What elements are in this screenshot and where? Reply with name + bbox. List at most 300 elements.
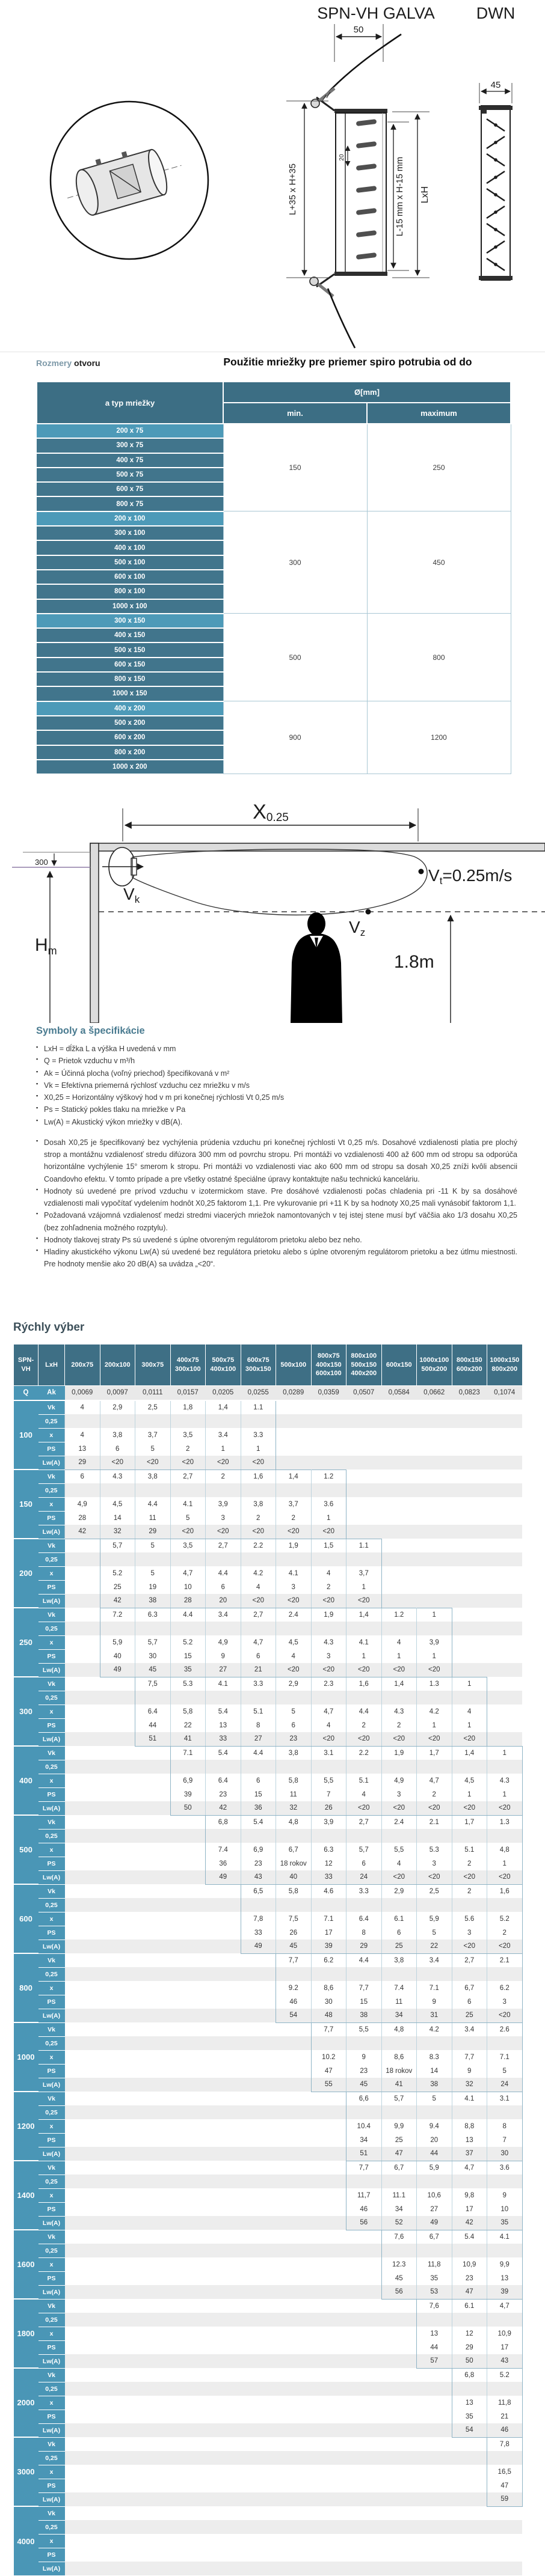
table-cell xyxy=(100,1870,135,1884)
table-cell xyxy=(452,2506,487,2520)
dim-20-label: 20 xyxy=(339,154,345,161)
table-cell: 25 xyxy=(100,1580,135,1594)
table-cell xyxy=(100,2368,135,2382)
table-cell: 3.3 xyxy=(241,1428,276,1442)
table-cell xyxy=(417,1967,452,1981)
table-cell xyxy=(381,2506,417,2520)
table-cell: 8,6 xyxy=(381,2050,417,2064)
table-cell: x xyxy=(38,2119,65,2133)
table-cell xyxy=(65,2354,100,2368)
opening-dimensions-title-light: Rozmery xyxy=(36,358,72,368)
table-cell: 39 xyxy=(487,2285,523,2299)
table-cell xyxy=(452,1829,487,1843)
header-cell: a typ mriežky xyxy=(37,382,223,424)
table-cell: 10,6 xyxy=(417,2188,452,2202)
table-cell xyxy=(381,1691,417,1705)
table-cell: 5.4 xyxy=(206,1746,241,1760)
table-cell xyxy=(65,1732,100,1746)
table-cell: 9.2 xyxy=(276,1981,312,1995)
table-cell xyxy=(100,1857,135,1870)
table-cell: <20 xyxy=(311,1525,346,1539)
table-cell xyxy=(452,2479,487,2492)
table-cell: 0,0097 xyxy=(100,1386,135,1400)
list-item: ▪ Hodnoty sú uvedené pre prívod vzduchu v izotermickom stave. Pre dosáhové vzdialenosti počas chladenia pri -11 K by sa dosáhové vzdialenosti mali vypočítať vydelením hodnôt X0,25 faktorom 1,1. Pre vykurovanie pri +11 K by sa hodnoty X0,25 mali vynásobiť faktorom 1,1. xyxy=(36,1185,517,1210)
table-cell: 1,6 xyxy=(241,1470,276,1483)
table-cell: 3,8 xyxy=(276,1746,312,1760)
table-cell xyxy=(452,1608,487,1622)
table-cell xyxy=(206,2175,241,2188)
table-cell xyxy=(276,2202,312,2216)
table-cell: 55 xyxy=(311,2078,346,2092)
table-cell xyxy=(170,2368,206,2382)
table-cell: 29 xyxy=(135,1525,171,1539)
table-cell: PS xyxy=(38,2340,65,2354)
table-cell: <20 xyxy=(346,1663,382,1677)
table-cell xyxy=(417,2382,452,2396)
table-cell: 2 xyxy=(417,1787,452,1801)
table-cell xyxy=(206,1981,241,1995)
table-cell xyxy=(452,1898,487,1912)
table-cell: 2.2 xyxy=(241,1539,276,1552)
table-cell xyxy=(170,2105,206,2119)
table-cell xyxy=(346,2327,382,2340)
table-cell xyxy=(170,2188,206,2202)
table-cell xyxy=(206,2534,241,2548)
table-cell: 2,5 xyxy=(135,1400,171,1415)
table-cell xyxy=(276,2548,312,2562)
table-cell xyxy=(65,1981,100,1995)
table-cell xyxy=(487,1539,523,1552)
table-cell: 45 xyxy=(346,2078,382,2092)
table-cell xyxy=(417,1622,452,1635)
table-cell xyxy=(487,1732,523,1746)
table-cell: 0,25 xyxy=(38,1967,65,1981)
table-cell: 6 xyxy=(65,1470,100,1483)
table-cell xyxy=(276,2340,312,2354)
opening-dimensions-title-bold: otvoru xyxy=(74,358,100,368)
table-cell xyxy=(65,2382,100,2396)
table-cell: 1 xyxy=(452,1718,487,1732)
table-cell xyxy=(452,1663,487,1677)
table-cell: 7.1 xyxy=(487,2050,523,2064)
table-cell: 5,7 xyxy=(346,1843,382,1857)
table-cell: 1 xyxy=(311,1511,346,1525)
table-cell xyxy=(381,2368,417,2382)
table-cell xyxy=(65,2299,100,2313)
table-cell xyxy=(206,2548,241,2562)
table-cell: 1,4 xyxy=(206,1400,241,1415)
table-cell xyxy=(170,1815,206,1829)
table-cell xyxy=(487,1442,523,1456)
table-cell: PS xyxy=(38,2410,65,2423)
table-cell xyxy=(65,2479,100,2492)
table-cell xyxy=(241,2244,276,2257)
table-cell: 47 xyxy=(487,2479,523,2492)
table-cell: x xyxy=(38,1566,65,1580)
table-cell xyxy=(206,2492,241,2506)
table-cell: 5,8 xyxy=(170,1705,206,1718)
table-cell: 4.2 xyxy=(241,1566,276,1580)
section-view-icon xyxy=(286,24,430,348)
table-cell xyxy=(100,2340,135,2354)
table-cell xyxy=(65,2562,100,2575)
table-cell xyxy=(241,2271,276,2285)
table-cell xyxy=(487,1511,523,1525)
table-cell: 1 xyxy=(452,1787,487,1801)
table-cell xyxy=(311,1552,346,1566)
table-cell: x xyxy=(38,1635,65,1649)
table-cell xyxy=(65,1857,100,1870)
table-cell: 800 xyxy=(367,614,511,701)
table-cell xyxy=(241,1967,276,1981)
table-cell: 32 xyxy=(100,1525,135,1539)
table-cell xyxy=(170,1995,206,2009)
table-cell xyxy=(100,2078,135,2092)
table-cell xyxy=(452,1580,487,1594)
table-cell xyxy=(206,2230,241,2244)
table-cell: 4.3 xyxy=(100,1470,135,1483)
table-cell: 4 xyxy=(65,1428,100,1442)
table-cell: 4.3 xyxy=(311,1635,346,1649)
table-cell: 22 xyxy=(417,1940,452,1953)
table-cell: PS xyxy=(38,1718,65,1732)
table-cell xyxy=(381,1552,417,1566)
table-cell xyxy=(311,1483,346,1497)
table-cell xyxy=(100,2064,135,2078)
table-cell: 3,8 xyxy=(100,1428,135,1442)
table-cell xyxy=(135,2479,171,2492)
table-cell xyxy=(206,2382,241,2396)
table-cell xyxy=(100,2520,135,2534)
table-cell xyxy=(452,2451,487,2465)
table-cell: 3,8 xyxy=(241,1497,276,1511)
table-cell xyxy=(452,2520,487,2534)
table-cell xyxy=(170,1953,206,1967)
table-cell: Lw(A) xyxy=(38,2078,65,2092)
table-cell xyxy=(65,1967,100,1981)
table-cell xyxy=(65,1663,100,1677)
table-cell: 28 xyxy=(65,1511,100,1525)
table-cell xyxy=(311,2092,346,2105)
table-cell: 5.4 xyxy=(206,1705,241,1718)
table-cell xyxy=(381,2396,417,2410)
table-cell xyxy=(487,2244,523,2257)
table-cell xyxy=(65,2188,100,2202)
table-cell: 23 xyxy=(206,1787,241,1801)
table-cell xyxy=(100,1815,135,1829)
table-cell: 600 x 100 xyxy=(37,570,223,584)
table-cell xyxy=(65,1552,100,1566)
table-cell xyxy=(241,2064,276,2078)
table-cell xyxy=(170,2548,206,2562)
table-cell: PS xyxy=(38,2271,65,2285)
table-cell: Vk xyxy=(38,1746,65,1760)
table-cell: 0,25 xyxy=(38,2382,65,2396)
table-cell: 3,8 xyxy=(135,1470,171,1483)
table-cell xyxy=(417,2562,452,2575)
table-cell xyxy=(100,1995,135,2009)
table-cell: 25 xyxy=(452,2009,487,2022)
table-cell xyxy=(452,1552,487,1566)
table-cell xyxy=(100,2188,135,2202)
table-cell: 0,25 xyxy=(38,2520,65,2534)
table-cell xyxy=(206,2451,241,2465)
table-cell: 46 xyxy=(276,1995,312,2009)
table-cell xyxy=(487,1525,523,1539)
table-cell: 30 xyxy=(135,1649,171,1663)
table-cell: 9.4 xyxy=(417,2119,452,2133)
table-cell: 4.1 xyxy=(452,2092,487,2105)
table-cell: Vk xyxy=(38,2299,65,2313)
table-cell: <20 xyxy=(452,1940,487,1953)
table-cell xyxy=(381,2036,417,2050)
table-cell xyxy=(206,1483,241,1497)
header-cell: 500x100 xyxy=(276,1344,312,1386)
table-cell xyxy=(65,2548,100,2562)
table-cell xyxy=(65,2105,100,2119)
table-cell xyxy=(346,2354,382,2368)
table-cell: 3 xyxy=(206,1511,241,1525)
table-cell xyxy=(170,2410,206,2423)
table-cell: 2,9 xyxy=(381,1884,417,1898)
table-cell xyxy=(381,1442,417,1456)
table-cell: 2 xyxy=(276,1511,312,1525)
table-cell: 400 x 75 xyxy=(37,453,223,468)
table-cell: 300 x 75 xyxy=(37,438,223,453)
table-cell xyxy=(206,1995,241,2009)
table-cell: 0,1074 xyxy=(487,1386,523,1400)
table-cell xyxy=(241,2119,276,2133)
table-cell: 3 xyxy=(381,1787,417,1801)
table-cell xyxy=(381,1898,417,1912)
table-cell xyxy=(487,1580,523,1594)
table-cell: 1200 xyxy=(367,701,511,774)
table-cell xyxy=(452,2562,487,2575)
table-cell: 1,9 xyxy=(276,1539,312,1552)
table-cell xyxy=(65,1649,100,1663)
table-cell xyxy=(417,2410,452,2423)
table-cell: 43 xyxy=(241,1870,276,1884)
table-cell: 4 xyxy=(452,1705,487,1718)
table-cell xyxy=(65,2161,100,2175)
table-cell: 5,9 xyxy=(100,1635,135,1649)
table-cell: 5 xyxy=(135,1566,171,1580)
table-cell xyxy=(241,1691,276,1705)
table-cell xyxy=(100,1801,135,1815)
table-cell: 4.2 xyxy=(417,1705,452,1718)
table-cell: Vk xyxy=(38,2022,65,2036)
table-cell xyxy=(135,1967,171,1981)
table-cell xyxy=(452,1400,487,1415)
table-cell: 3 xyxy=(276,1580,312,1594)
table-cell: 4.1 xyxy=(206,1677,241,1691)
table-cell: 32 xyxy=(276,1801,312,1815)
table-cell: 0,0507 xyxy=(346,1386,382,1400)
table-cell xyxy=(65,1760,100,1774)
table-cell: 38 xyxy=(417,2078,452,2092)
table-cell xyxy=(487,1400,523,1415)
table-cell: 6.4 xyxy=(206,1774,241,1787)
table-cell: <20 xyxy=(311,1663,346,1677)
table-cell: 1 xyxy=(206,1442,241,1456)
table-cell: 4,7 xyxy=(452,2161,487,2175)
table-cell xyxy=(311,1428,346,1442)
table-cell xyxy=(170,2465,206,2479)
table-cell xyxy=(311,2230,346,2244)
table-cell xyxy=(417,1829,452,1843)
table-cell: 4.3 xyxy=(381,1705,417,1718)
table-cell xyxy=(100,2036,135,2050)
table-cell: 17 xyxy=(311,1926,346,1940)
table-cell: 56 xyxy=(346,2216,382,2230)
table-cell xyxy=(100,1746,135,1760)
table-cell: 7.1 xyxy=(170,1746,206,1760)
table-cell: 41 xyxy=(170,1732,206,1746)
table-cell xyxy=(170,1870,206,1884)
table-cell: 600 x 150 xyxy=(37,658,223,672)
table-cell xyxy=(206,2271,241,2285)
table-cell: 800 xyxy=(14,1953,38,2022)
table-cell xyxy=(487,1649,523,1663)
table-cell: 500 x 100 xyxy=(37,555,223,570)
table-cell: 1,4 xyxy=(452,1746,487,1760)
table-cell xyxy=(65,2147,100,2161)
table-cell: 20 xyxy=(417,2133,452,2147)
table-cell: 26 xyxy=(276,1926,312,1940)
table-cell: 11 xyxy=(381,1995,417,2009)
table-cell xyxy=(311,2161,346,2175)
table-cell xyxy=(487,2313,523,2327)
table-cell xyxy=(381,1580,417,1594)
table-cell xyxy=(65,2437,100,2451)
table-cell: 0,0662 xyxy=(417,1386,452,1400)
table-cell: Lw(A) xyxy=(38,2285,65,2299)
quick-select-table xyxy=(13,1344,523,2576)
table-cell: 5 xyxy=(170,1511,206,1525)
table-cell xyxy=(346,1552,382,1566)
table-cell xyxy=(311,2285,346,2299)
opening-table-titles xyxy=(0,356,545,374)
table-cell xyxy=(417,1525,452,1539)
table-cell xyxy=(452,1594,487,1608)
table-cell: Vk xyxy=(38,2161,65,2175)
table-cell: 4.1 xyxy=(487,2230,523,2244)
table-cell: 6.2 xyxy=(311,1953,346,1967)
table-cell xyxy=(276,2520,312,2534)
table-cell xyxy=(65,1815,100,1829)
table-cell xyxy=(135,1483,171,1497)
table-cell xyxy=(346,1483,382,1497)
table-cell xyxy=(346,1511,382,1525)
table-cell: 3.4 xyxy=(206,1608,241,1622)
table-cell: 44 xyxy=(135,1718,171,1732)
table-cell: Vk xyxy=(38,2230,65,2244)
table-cell xyxy=(170,2009,206,2022)
table-cell xyxy=(135,2548,171,2562)
dim-inner-label: L-15 mm x H-15 mm xyxy=(395,156,405,237)
table-cell xyxy=(487,1677,523,1691)
table-cell xyxy=(487,2506,523,2520)
table-cell xyxy=(100,1912,135,1926)
table-cell xyxy=(487,2382,523,2396)
table-cell xyxy=(452,2036,487,2050)
table-cell: 500 x 75 xyxy=(37,468,223,482)
table-cell: <20 xyxy=(452,1732,487,1746)
table-cell xyxy=(100,2479,135,2492)
table-cell: 0,0157 xyxy=(170,1386,206,1400)
table-cell xyxy=(100,2423,135,2437)
table-cell: 13 xyxy=(487,2271,523,2285)
table-cell: x xyxy=(38,1428,65,1442)
table-cell: 6 xyxy=(206,1580,241,1594)
table-cell: 29 xyxy=(65,1456,100,1470)
table-cell: 9,8 xyxy=(452,2188,487,2202)
ceiling xyxy=(90,843,545,851)
table-cell: 2 xyxy=(311,1580,346,1594)
table-cell xyxy=(65,2133,100,2147)
table-cell: 3.4 xyxy=(452,2022,487,2036)
table-cell: x xyxy=(38,1912,65,1926)
table-cell xyxy=(346,1442,382,1456)
table-cell: x xyxy=(38,1497,65,1511)
table-cell xyxy=(487,1456,523,1470)
table-cell xyxy=(135,2022,171,2036)
table-cell: 800 x 150 xyxy=(37,672,223,686)
table-cell xyxy=(135,1760,171,1774)
table-cell xyxy=(100,2410,135,2423)
table-cell: 4 xyxy=(241,1580,276,1594)
table-cell xyxy=(311,2216,346,2230)
table-cell: 800 x 75 xyxy=(37,496,223,511)
table-cell xyxy=(170,1691,206,1705)
table-cell: x xyxy=(38,1843,65,1857)
table-cell xyxy=(311,1456,346,1470)
table-cell: 5.2 xyxy=(487,1912,523,1926)
table-cell: 43 xyxy=(487,2354,523,2368)
table-cell: 3.3 xyxy=(346,1884,382,1898)
table-cell xyxy=(100,2009,135,2022)
table-cell xyxy=(135,2562,171,2575)
table-cell: 27 xyxy=(241,1732,276,1746)
table-cell: 4,7 xyxy=(170,1566,206,1580)
table-cell xyxy=(135,2451,171,2465)
table-cell xyxy=(311,2368,346,2382)
table-cell xyxy=(100,2092,135,2105)
table-cell xyxy=(311,2327,346,2340)
table-cell: 0,25 xyxy=(38,1691,65,1705)
table-cell xyxy=(135,2354,171,2368)
table-cell xyxy=(100,2147,135,2161)
table-cell xyxy=(170,2216,206,2230)
table-cell xyxy=(452,2437,487,2451)
table-cell: 17 xyxy=(487,2340,523,2354)
table-cell xyxy=(65,1995,100,2009)
table-cell xyxy=(206,1829,241,1843)
table-cell: 33 xyxy=(241,1926,276,1940)
table-cell xyxy=(417,1470,452,1483)
table-cell xyxy=(170,2437,206,2451)
table-cell: 6,9 xyxy=(241,1843,276,1857)
table-cell xyxy=(311,2437,346,2451)
table-cell xyxy=(65,1539,100,1552)
table-cell xyxy=(241,2396,276,2410)
table-cell: Lw(A) xyxy=(38,2354,65,2368)
table-cell: 27 xyxy=(417,2202,452,2216)
table-cell: 7,5 xyxy=(276,1912,312,1926)
table-cell xyxy=(206,1967,241,1981)
table-cell xyxy=(381,2340,417,2354)
table-cell xyxy=(346,2534,382,2548)
